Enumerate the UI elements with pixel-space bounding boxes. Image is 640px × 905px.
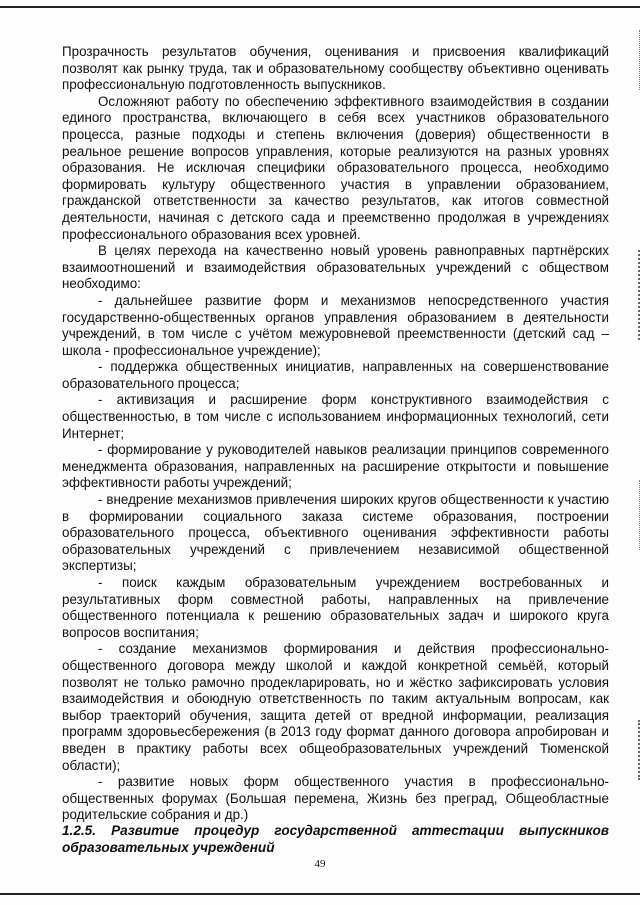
paragraph-transparency: Прозрачность результатов обучения, оценивания и присвоения квалификаций позволят как рынку труда, так и образовательному сообществу объективно оценивать профессиональную подготовленность выпускников. [62, 44, 609, 93]
scan-edge-mark [630, 480, 640, 550]
list-item-management: - формирование у руководителей навыков реализации принципов современного менеджмента образования, направленных на расширение открытости и повышение эффективности работы учреждений; [62, 442, 609, 491]
paragraph-obstacles: Осложняют работу по обеспечению эффективного взаимодействия в создании единого пространства, включающего в себя всех участников образовательного процесса, разные подходы и степень включения (доверия) общественности в реальное решение вопросов управления, которые реализуются на разных уровнях образования. Не исключая специфики образовательного процесса, необходимо формировать культуру общественного участия в управлении образованием, гражданской ответственности за качество результатов, как итогов совместной деятельности, начиная с детского сада и преемственно продолжая в учреждениях профессионального образования всех уровней. [62, 93, 609, 242]
list-item-initiatives: - поддержка общественных инициатив, направленных на совершенствование образовательного процесса; [62, 359, 609, 391]
paragraph-goals-intro: В целях перехода на качественно новый уровень равноправных партнёрских взаимоотношений и взаимодействия образовательных учреждений с обществом необходимо: [62, 243, 609, 292]
page-number: 49 [314, 858, 326, 870]
body-text [62, 44, 609, 824]
list-item-interaction: - активизация и расширение форм конструктивного взаимодействия с общественностью, в том числе с использованием информационных технологий, сети Интернет; [62, 392, 609, 441]
section-heading: 1.2.5. Развитие процедур государственной аттестации выпускников образовательных учреждений [62, 823, 609, 855]
scan-border-top [0, 6, 640, 8]
list-item-social-order: - внедрение механизмов привлечения широких кругов общественности к участию в формировании социального заказа системе образования, построении образовательного процесса, объективного оценивания эффективности работы образовательных учреждений с привлечением независимой общественной экспертизы; [62, 492, 609, 574]
scan-border-bottom [0, 893, 640, 895]
list-item-forums: - развитие новых форм общественного участия в профессионально-общественных форумах (Большая перемена, Жизнь без преград, Общеобластные родительские собрания и др.) [62, 774, 609, 823]
scan-edge-mark [629, 720, 640, 780]
scan-edge-mark [629, 250, 640, 340]
list-item-contract: - создание механизмов формирования и действия профессионально-общественного договора между школой и каждой конкретной семьёй, который позволят не только рамочно продекларировать, но и жёстко зафиксировать условия взаимодействия и обоюдную ответственность по таким актуальным вопросам, как выбор траекторий обучения, защита детей от вредной информации, реализация программ здоровьесбережения (в 2013 году формат данного договора апробирован и введен в практику работы всех общеобразовательных учреждений Тюменской области); [62, 641, 609, 773]
list-item-mechanisms: - дальнейшее развитие форм и механизмов непосредственного участия государственно-общественных органов управления образованием в деятельности учреждений, в том числе с учётом межуровневой преемственности (детский сад – школа - профессиональное учреждение); [62, 292, 609, 358]
scan-edge-mark [630, 30, 640, 90]
list-item-search: - поиск каждым образовательным учреждением востребованных и результативных форм совместной работы, направленных на привлечение общественного потенциала к решению образовательных задач и широкого круга вопросов воспитания; [62, 575, 609, 640]
